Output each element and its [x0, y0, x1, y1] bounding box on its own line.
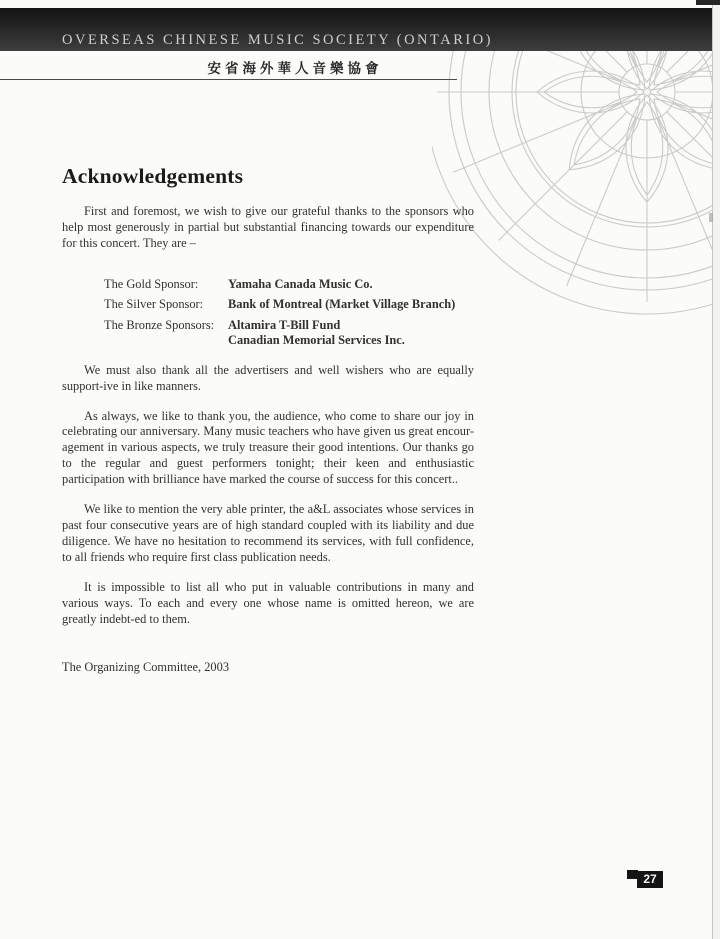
- sponsor-row: [104, 318, 474, 349]
- sponsor-list: [104, 277, 474, 349]
- paragraph: We like to mention the very able printer, the a&L associates whose services in past four consecutive years are of high standard coupled with its liability and due diligence. We have no hesitation to recommend its services, with full confidence, to all friends who require first class publication needs.: [62, 502, 474, 564]
- acknowledgements-section: [62, 163, 474, 689]
- page-edge-line: [712, 0, 720, 939]
- sponsor-name: Altamira T-Bill Fund Canadian Memorial Services Inc.: [228, 317, 405, 348]
- paragraph: We must also thank all the advertisers and well wishers who are equally support-ive in like manners.: [62, 362, 474, 393]
- society-title-chinese: 安省海外華人音樂協會: [207, 61, 383, 76]
- signature-line: The Organizing Committee, 2003: [62, 660, 230, 675]
- sponsor-label: The Gold Sponsor:: [104, 276, 199, 291]
- header-rule: [0, 79, 457, 80]
- header-band: [0, 8, 712, 51]
- sponsor-name: Yamaha Canada Music Co.: [228, 276, 373, 291]
- sponsor-row: [104, 297, 474, 313]
- paragraph: It is impossible to list all who put in valuable contributions in many and various ways. To each and every one whose name is omitted hereon, we are greatly indebt-ed to them.: [62, 579, 474, 626]
- page-title: Acknowledgements: [62, 164, 244, 188]
- rosette-ornament-icon: [432, 50, 720, 330]
- paragraph: As always, we like to thank you, the audience, who come to share our joy in celebrating our anniversary. Many music teachers who have given us great encour-agement in various aspects, we truly treasure their good intentions. Our thanks go to the regular and guest performers tonight; their keen and enthusiastic participation with brilliance have marked the course of success for this concert..: [62, 408, 474, 487]
- body-paragraphs: [62, 363, 474, 628]
- society-title-english: OVERSEAS CHINESE MUSIC SOCIETY (ONTARIO): [62, 32, 494, 48]
- sponsor-row: [104, 277, 474, 293]
- sponsor-label: The Silver Sponsor:: [104, 297, 204, 312]
- page-number-badge: 27: [637, 871, 663, 888]
- edge-smudge-mark: [709, 213, 713, 222]
- sponsor-name: Bank of Montreal (Market Village Branch): [228, 297, 456, 312]
- intro-paragraph: First and foremost, we wish to give our grateful thanks to the sponsors who help most generously in partial but substantial financing towards our expenditure for this concert. They are –: [62, 204, 474, 250]
- sponsor-label: The Bronze Sponsors:: [104, 317, 215, 332]
- corner-scan-mark: [696, 0, 720, 5]
